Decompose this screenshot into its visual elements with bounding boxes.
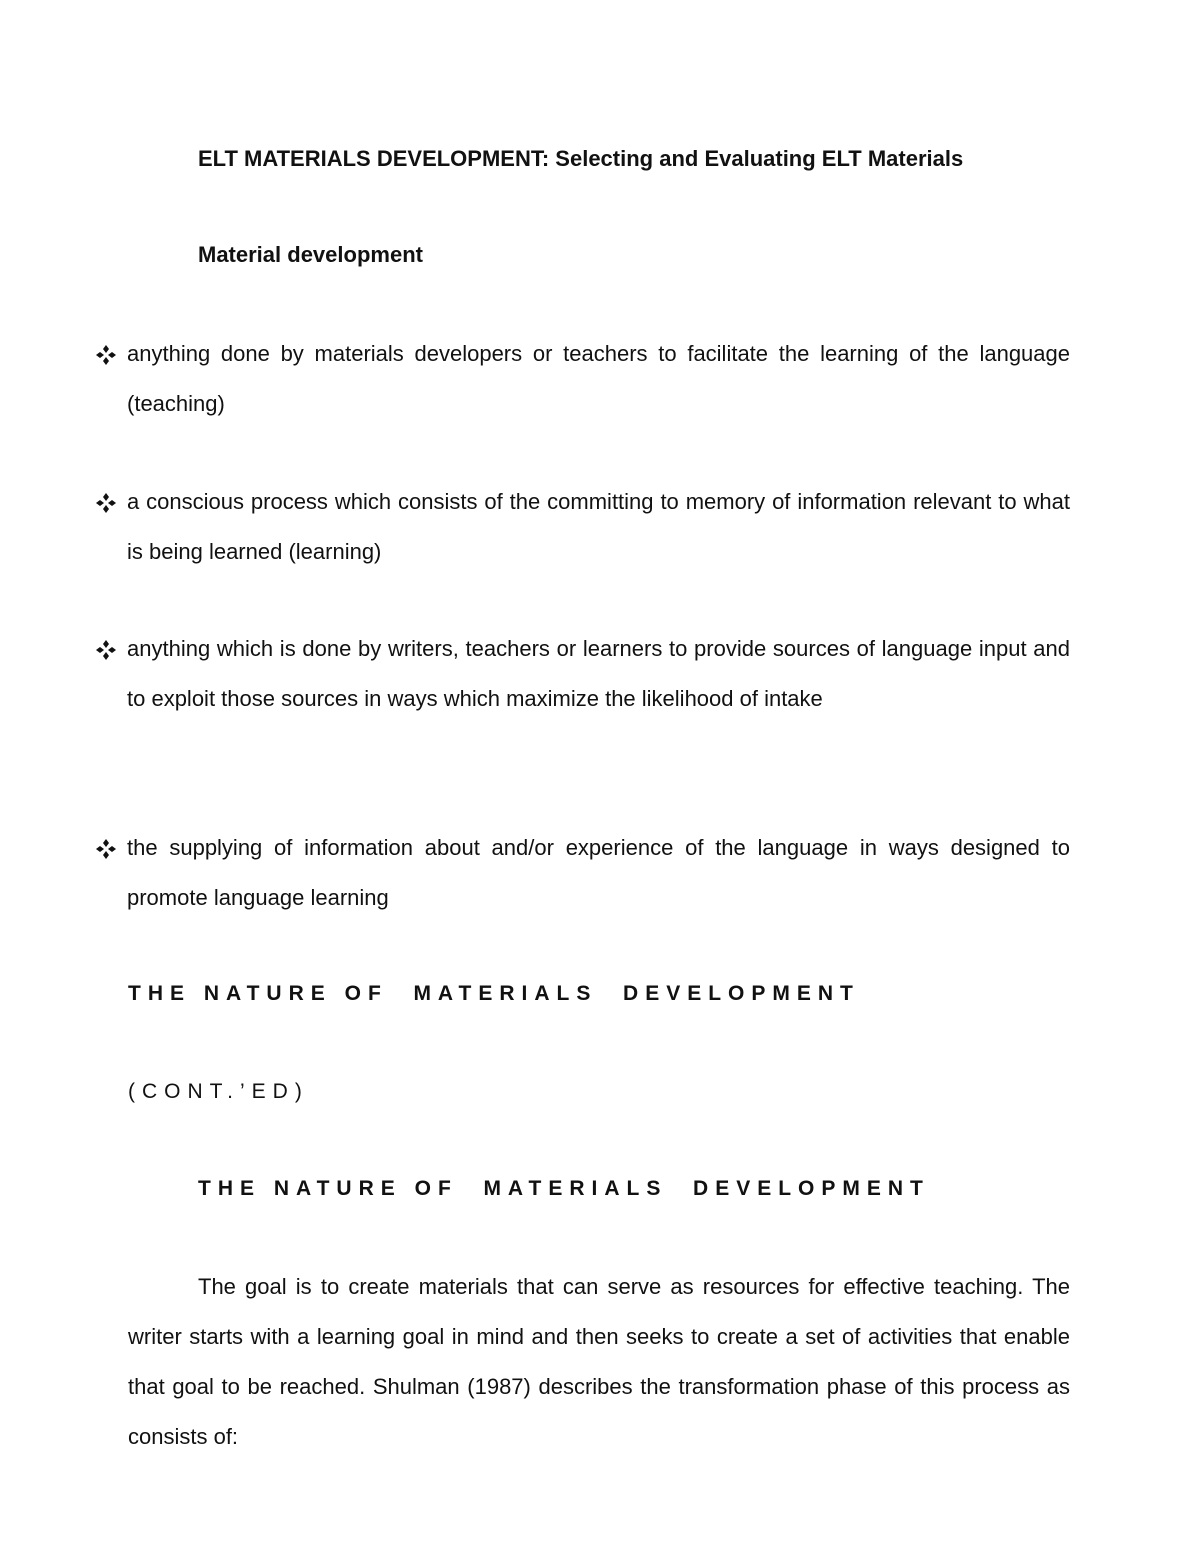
diamond-bullet-icon <box>95 492 117 514</box>
diamond-bullet-icon <box>95 639 117 661</box>
body-paragraph: The goal is to create materials that can serve as resources for effective teaching. The writer starts with a learning goal in mind and then seeks to create a set of activities that enable that goal to be reached. Shulman (1987) describes the transformation phase of this process as consists of: <box>128 1274 1070 1449</box>
bullet-item <box>95 490 1070 577</box>
bullet-item <box>95 342 1070 429</box>
bullet-item <box>95 836 1070 923</box>
bullet-item <box>95 637 1070 724</box>
document-title: ELT MATERIALS DEVELOPMENT: Selecting and Evaluating ELT Materials <box>198 146 964 171</box>
bullet-text: a conscious process which consists of the committing to memory of information relevant to what is being learned (learning) <box>127 489 1070 564</box>
bullet-text: the supplying of information about and/or experience of the language in ways designed to promote language learning <box>127 835 1070 910</box>
nature-heading: THE NATURE OF MATERIALS DEVELOPMENT <box>128 982 860 1005</box>
bullet-text: anything done by materials developers or teachers to facilitate the learning of the language (teaching) <box>127 341 1070 416</box>
diamond-bullet-icon <box>95 344 117 366</box>
diamond-bullet-icon <box>95 838 117 860</box>
bullet-text: anything which is done by writers, teachers or learners to provide sources of language input and to exploit those sources in ways which maximize the likelihood of intake <box>127 636 1070 711</box>
continued-label: (CONT.’ED) <box>128 1080 309 1103</box>
nature-heading-repeat: THE NATURE OF MATERIALS DEVELOPMENT <box>198 1177 930 1200</box>
section-subheading: Material development <box>198 242 423 267</box>
